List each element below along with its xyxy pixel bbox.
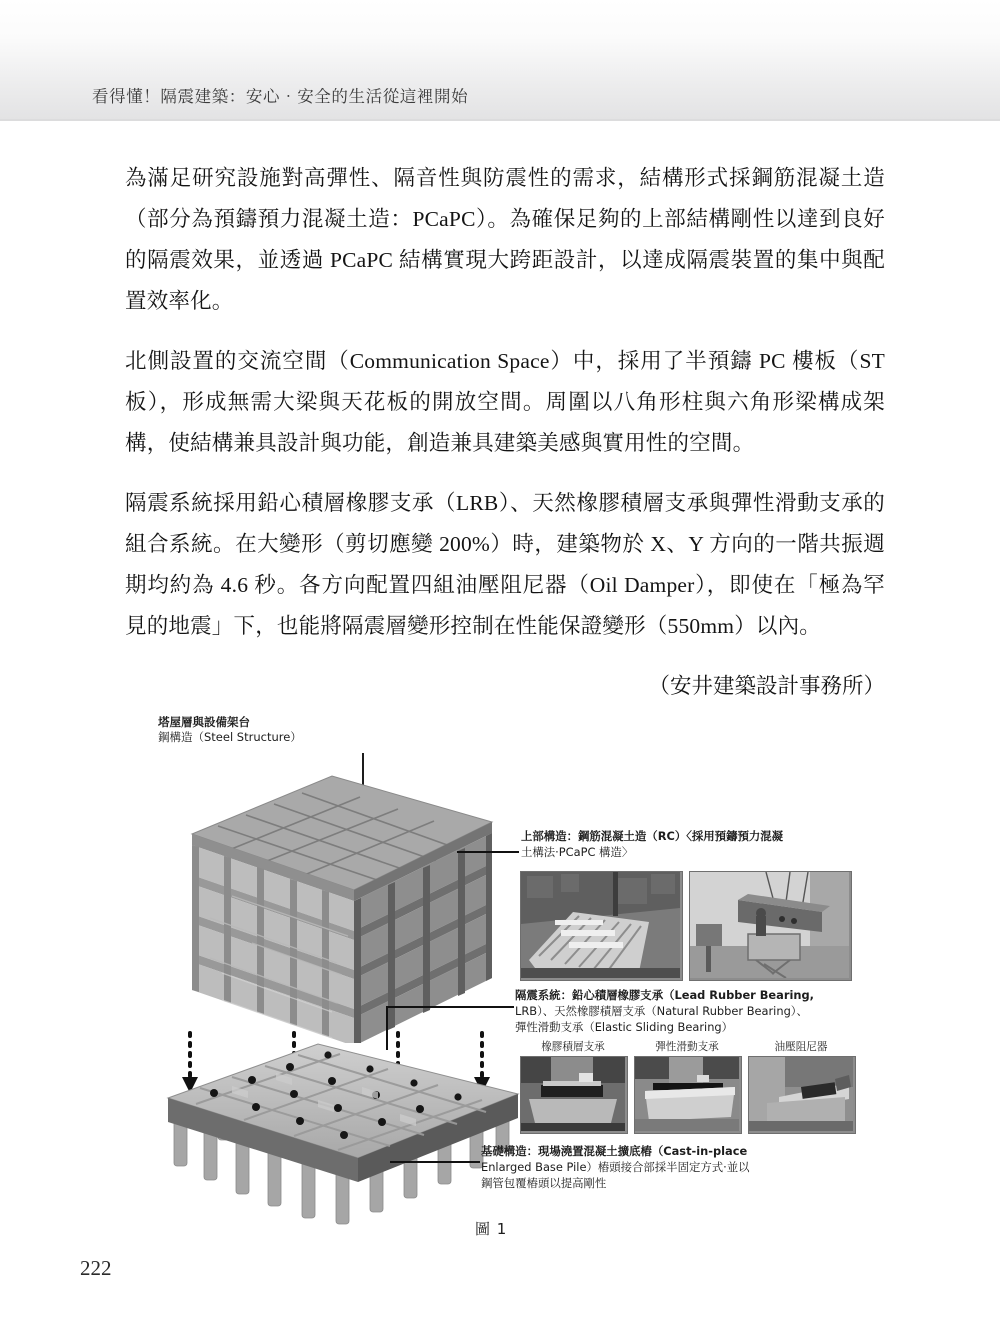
label-steel-structure-line1: 塔屋層與設備架台 <box>158 715 250 729</box>
photo-aerial-construction-site <box>520 871 683 981</box>
article-body <box>125 158 885 707</box>
label-steel-structure <box>158 715 302 745</box>
photo-oil-damper <box>748 1056 856 1134</box>
connector-isolation-vertical <box>386 1006 388 1050</box>
callout-superstructure-line1: 上部構造：鋼筋混凝土造（RC）〈採用預鑄預力混凝 <box>521 829 784 843</box>
callout-foundation-line3: 鋼管包覆樁頭以提高剛性 <box>481 1176 607 1191</box>
sublabel-oil-damper: 油壓阻尼器 <box>774 1041 828 1053</box>
connector-superstructure <box>457 851 519 853</box>
callout-isolation-line2: LRB）、天然橡膠積層支承（Natural Rubber Bearing）、 <box>515 1004 808 1019</box>
callout-isolation-line3: 彈性滑動支承（Elastic Sliding Bearing） <box>515 1020 734 1035</box>
callout-superstructure-line2: 土構法‧PCaPC 構造〉 <box>521 845 634 860</box>
photo-rubber-bearing <box>520 1056 628 1134</box>
callout-isolation-line1: 隔震系統：鉛心積層橡膠支承（Lead Rubber Bearing, <box>515 988 814 1002</box>
header-divider <box>0 119 1000 121</box>
connector-isolation-horizontal <box>386 1006 514 1008</box>
callout-foundation-structure <box>481 1143 841 1192</box>
foundation-slab-diagram <box>152 1036 532 1226</box>
sublabel-rubber-bearing: 橡膠積層支承 <box>541 1041 605 1053</box>
page-number: 222 <box>80 1256 112 1280</box>
running-header-title: 看得懂！隔震建築：安心‧安全的生活從這裡開始 <box>92 87 469 106</box>
building-frame-diagram <box>162 768 522 1043</box>
figure-1 <box>100 706 900 1266</box>
paragraph-1: 為滿足研究設施對高彈性、隔音性與防震性的需求，結構形式採鋼筋混凝土造（部分為預鑄預力混凝土造：PCaPC）。為確保足夠的上部結構剛性以達到良好的隔震效果，並透過 PCaPC 結構實現大跨距設計，以達成隔震裝置的集中與配置效率化。 <box>125 166 885 313</box>
attribution-credit: （安井建築設計事務所） <box>648 674 885 698</box>
callout-superstructure <box>521 828 873 860</box>
callout-foundation-line1: 基礎構造：現場澆置混凝土擴底樁（Cast-in-place <box>481 1144 748 1158</box>
photo-elastic-sliding-bearing <box>634 1056 742 1134</box>
paragraph-2: 北側設置的交流空間（Communication Space）中，採用了半預鑄 PC 樓板（ST 板），形成無需大梁與天花板的開放空間。周圍以八角形柱與六角形梁構成架構，使結構兼具設計與功能，創造兼具建築美感與實用性的空間。 <box>125 349 885 455</box>
figure-caption: 圖 1 <box>475 1220 508 1238</box>
connector-foundation <box>390 1161 480 1163</box>
sublabel-elastic-sliding-bearing: 彈性滑動支承 <box>655 1041 719 1053</box>
paragraph-3: 隔震系統採用鉛心積層橡膠支承（LRB）、天然橡膠積層支承與彈性滑動支承的組合系統。在大變形（剪切應變 200%）時，建築物於 X、Y 方向的一階共振週期均約為 4.6 秒。各方向配置四組油壓阻尼器（Oil Damper），即使在「極為罕見的地震」下，也能將隔震層變形控制在性能保證變形（550mm）以內。 <box>125 491 885 638</box>
callout-isolation-system <box>515 987 875 1036</box>
label-steel-structure-line2: 鋼構造（Steel Structure） <box>158 730 302 745</box>
photo-precast-beam-lifting <box>689 871 852 981</box>
callout-foundation-line2: Enlarged Base Pile）樁頭接合部採半固定方式‧並以 <box>481 1160 750 1175</box>
